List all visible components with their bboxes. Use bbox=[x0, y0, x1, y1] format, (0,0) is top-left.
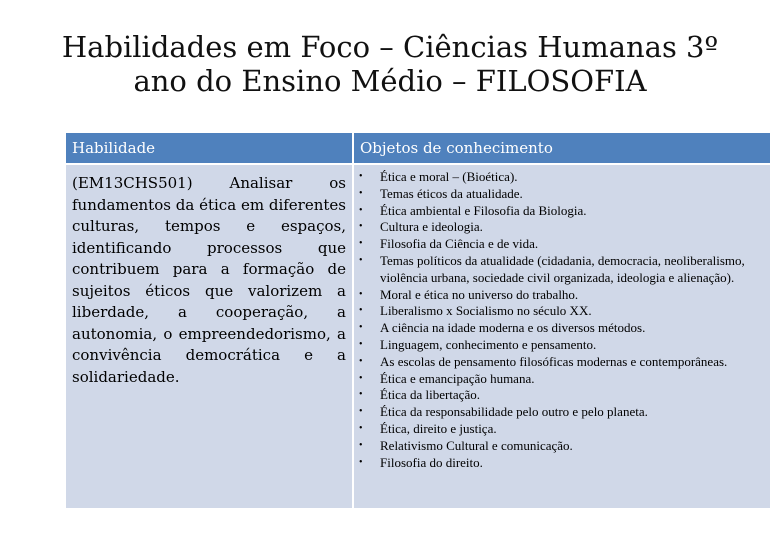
list-item: • Relativismo Cultural e comunicação. bbox=[358, 438, 764, 455]
page-title: Habilidades em Foco – Ciências Humanas 3º ano do Ensino Médio – FILOSOFIA bbox=[61, 30, 719, 98]
list-item: • Linguagem, conhecimento e pensamento. bbox=[358, 337, 764, 354]
habilidade-cell bbox=[66, 163, 352, 508]
header-objetos: Objetos de conhecimento bbox=[354, 133, 770, 163]
list-item: • Filosofia do direito. bbox=[358, 455, 764, 472]
list-item: • Liberalismo x Socialismo no século XX. bbox=[358, 303, 764, 320]
list-item: • Ética e moral – (Bioética). bbox=[358, 169, 764, 186]
list-item: • Temas éticos da atualidade. bbox=[358, 186, 764, 203]
list-item: • Temas políticos da atualidade (cidadania, democracia, neoliberalismo, violência urbana, sociedade civil organizada, ideologia e alienação). bbox=[358, 253, 764, 287]
list-item: • Ética, direito e justiça. bbox=[358, 421, 764, 438]
skills-table bbox=[66, 133, 770, 508]
list-item: • Ética da responsabilidade pelo outro e pelo planeta. bbox=[358, 404, 764, 421]
list-item: • Ética da libertação. bbox=[358, 387, 764, 404]
list-item: • Ética ambiental e Filosofia da Biologia. bbox=[358, 203, 764, 220]
list-item: • Ética e emancipação humana. bbox=[358, 371, 764, 388]
list-item: • Moral e ética no universo do trabalho. bbox=[358, 287, 764, 304]
list-item: • Filosofia da Ciência e de vida. bbox=[358, 236, 764, 253]
list-item: • Cultura e ideologia. bbox=[358, 219, 764, 236]
objetos-list bbox=[358, 169, 764, 471]
habilidade-text: (EM13CHS501) Analisar os fundamentos da ética em diferentes culturas, tempos e espaços, identificando processos que contribuem para a formação de sujeitos éticos que valorizem a liberdade, a cooperação, a autonomia, o empreendedorismo, a convivência democrática e a solidariedade. bbox=[72, 174, 346, 386]
header-habilidade: Habilidade bbox=[66, 133, 352, 163]
list-item: • A ciência na idade moderna e os diversos métodos. bbox=[358, 320, 764, 337]
list-item: • As escolas de pensamento filosóficas modernas e contemporâneas. bbox=[358, 354, 764, 371]
objetos-cell bbox=[354, 163, 770, 508]
